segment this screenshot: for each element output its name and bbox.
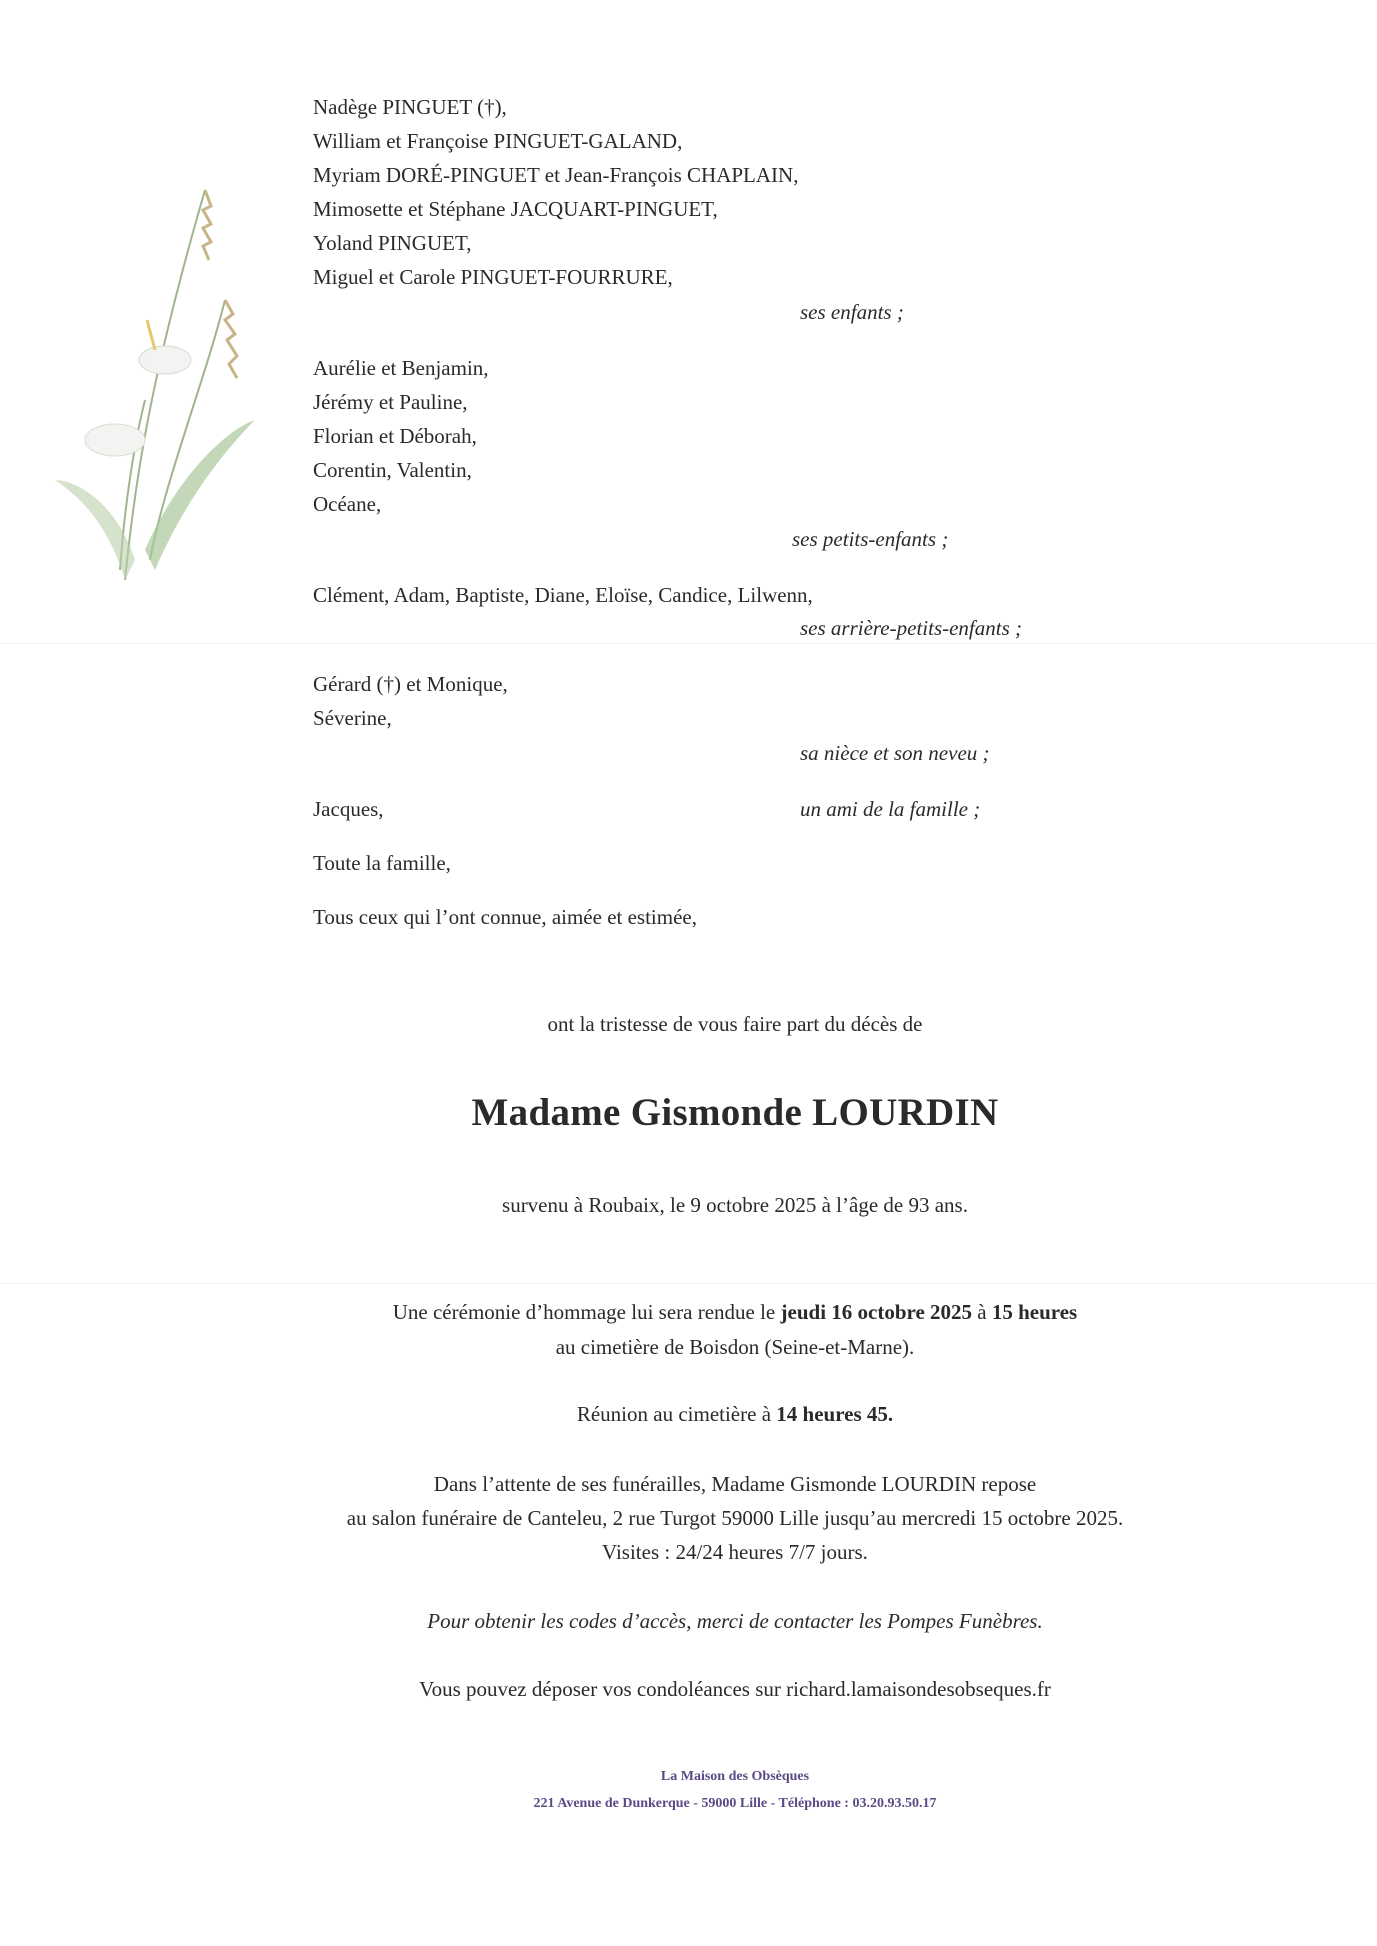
relation-label: ses enfants ; (800, 300, 904, 324)
access-note: Pour obtenir les codes d’accès, merci de contacter les Pompes Funèbres. (427, 1609, 1043, 1633)
family-line: Séverine, (313, 706, 392, 730)
family-line: Corentin, Valentin, (313, 458, 472, 482)
footer-company: La Maison des Obsèques (660, 1769, 810, 1784)
calla-lily-illustration (55, 180, 265, 600)
ceremony-hour: 15 heures (991, 1300, 1078, 1324)
ceremony-place: au cimetière de Boisdon (Seine-et-Marne). (555, 1335, 915, 1359)
footer-address: 221 Avenue de Dunkerque - 59000 Lille - Téléphone : 03.20.93.50.17 (533, 1796, 937, 1811)
meeting-hour: 14 heures 45. (776, 1402, 894, 1426)
faint-rule (0, 643, 1377, 644)
funeral-home-line: au salon funéraire de Canteleu, 2 rue Turgot 59000 Lille jusqu’au mercredi 15 octobre 2025. (346, 1506, 1124, 1530)
funeral-home-line: Dans l’attente de ses funérailles, Madame Gismonde LOURDIN repose (433, 1472, 1037, 1496)
announcement-text: ont la tristesse de vous faire part du décès de (547, 1012, 923, 1036)
relation-label: un ami de la famille ; (800, 797, 981, 821)
funeral-home-line: Visites : 24/24 heures 7/7 jours. (602, 1540, 868, 1564)
relation-label: ses petits-enfants ; (792, 527, 949, 551)
faint-rule (0, 1283, 1377, 1284)
family-line: Miguel et Carole PINGUET-FOURRURE, (313, 265, 673, 289)
family-line: Océane, (313, 492, 382, 516)
family-line: Nadège PINGUET (†), (313, 95, 507, 119)
relation-label: sa nièce et son neveu ; (800, 741, 990, 765)
family-line: Florian et Déborah, (313, 424, 477, 448)
family-line: Jacques, (313, 797, 384, 821)
ceremony-joiner: à (977, 1300, 987, 1324)
meeting-text: Réunion au cimetière à (576, 1402, 772, 1426)
family-line: Tous ceux qui l’ont connue, aimée et estimée, (313, 905, 697, 929)
relation-label: ses arrière-petits-enfants ; (800, 616, 1023, 640)
meeting-line (0, 1401, 1377, 1427)
family-line: Yoland PINGUET, (313, 231, 472, 255)
condolences-text: Vous pouvez déposer vos condoléances sur richard.lamaisondesobseques.fr (419, 1677, 1051, 1701)
family-line: William et Françoise PINGUET-GALAND, (313, 129, 683, 153)
family-line: Jérémy et Pauline, (313, 390, 468, 414)
family-line: Toute la famille, (313, 851, 451, 875)
ceremony-line (0, 1299, 1377, 1325)
family-line: Aurélie et Benjamin, (313, 356, 489, 380)
family-line: Myriam DORÉ-PINGUET et Jean-François CHAPLAIN, (313, 163, 799, 187)
ceremony-date: jeudi 16 octobre 2025 (780, 1300, 973, 1324)
family-line: Clément, Adam, Baptiste, Diane, Eloïse, Candice, Lilwenn, (313, 583, 813, 607)
deceased-name: Madame Gismonde LOURDIN (471, 1091, 999, 1134)
family-line: Gérard (†) et Monique, (313, 672, 508, 696)
ceremony-intro: Une cérémonie d’hommage lui sera rendue le (392, 1300, 776, 1324)
family-line: Mimosette et Stéphane JACQUART-PINGUET, (313, 197, 718, 221)
death-info: survenu à Roubaix, le 9 octobre 2025 à l’âge de 93 ans. (502, 1193, 968, 1217)
